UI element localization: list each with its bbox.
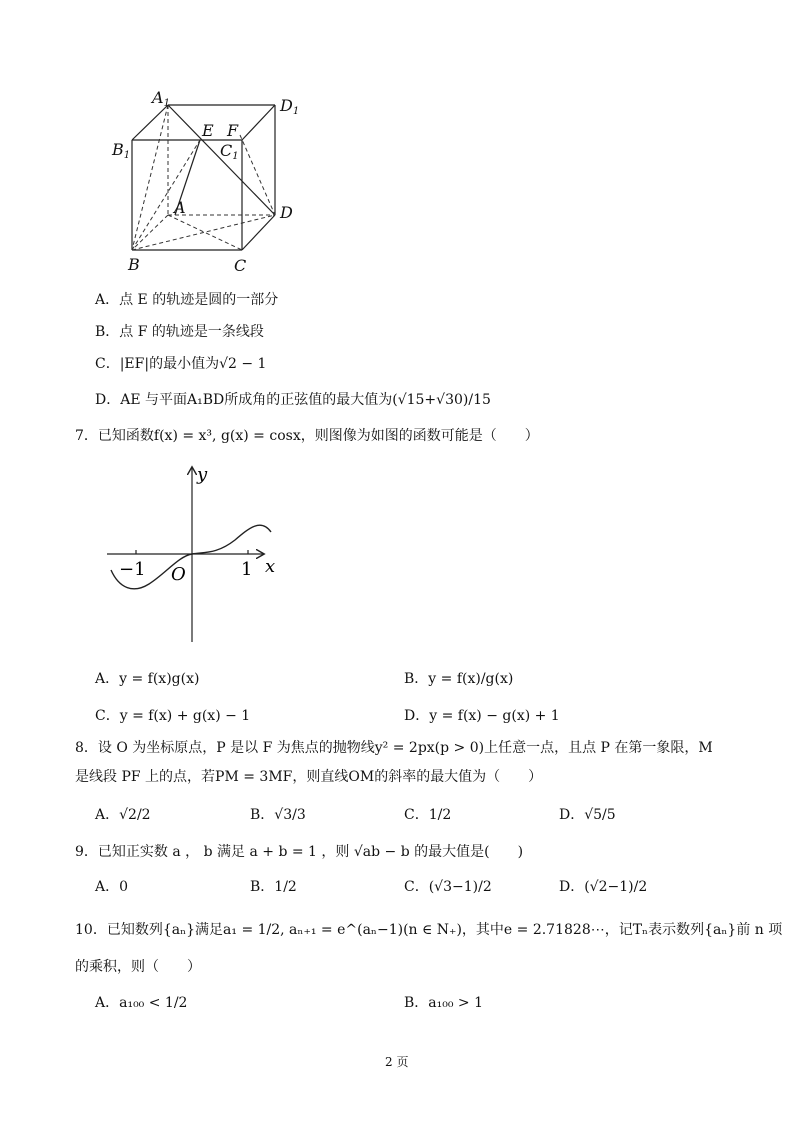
q9-option-b: B．1/2 xyxy=(250,879,297,895)
q10-option-a: A．a₁₀₀ < 1/2 xyxy=(95,995,188,1011)
q8-option-d: D．√5/5 xyxy=(559,807,616,823)
line-fd-hidden xyxy=(240,135,275,215)
x-axis-label: x xyxy=(265,556,276,577)
edge-cd xyxy=(242,215,275,250)
label-a1: A1 xyxy=(152,88,170,109)
q7-option-d: D．y = f(x) − g(x) + 1 xyxy=(404,708,560,724)
tick-label-pos-one: 1 xyxy=(241,559,253,580)
q8-option-c: C．1/2 xyxy=(404,807,452,823)
label-c: C xyxy=(234,256,247,275)
q6-option-a: A．点 E 的轨迹是圆的一部分 xyxy=(95,292,279,308)
q7-option-b: B．y = f(x)/g(x) xyxy=(404,671,514,687)
q8-stem-line1: 8．设 O 为坐标原点，P 是以 F 为焦点的抛物线y² = 2px(p > 0)上任意一点，且点 P 在第一象限，M xyxy=(75,740,713,756)
line-a1b-hidden xyxy=(132,105,168,250)
tick-label-neg-one: −1 xyxy=(119,559,146,580)
label-a: A xyxy=(174,198,186,217)
q7-option-c: C．y = f(x) + g(x) − 1 xyxy=(95,708,251,724)
q9-option-c: C．(√3−1)/2 xyxy=(404,879,492,895)
q7-option-a: A．y = f(x)g(x) xyxy=(95,671,200,687)
origin-label: O xyxy=(171,564,186,585)
q8-stem-line2: 是线段 PF 上的点，若PM = 3MF，则直线OM的斜率的最大值为（ ） xyxy=(75,769,543,785)
edge-d1c1 xyxy=(242,105,275,140)
label-d1: D1 xyxy=(280,96,300,117)
q6-option-d: D．AE 与平面A₁BD所成角的正弦值的最大值为(√15+√30)/15 xyxy=(95,392,491,408)
line-be-hidden xyxy=(132,140,200,250)
edge-a1b1 xyxy=(132,105,168,140)
q9-option-d: D．(√2−1)/2 xyxy=(559,879,648,895)
edge-ab-hidden xyxy=(132,215,168,250)
label-f: F xyxy=(227,121,239,140)
label-e: E xyxy=(202,121,214,140)
label-d: D xyxy=(280,203,293,222)
page-number: 2 页 xyxy=(385,1055,409,1069)
q7-stem: 7．已知函数f(x) = x³, g(x) = cosx，则图像为如图的函数可能是（ ） xyxy=(75,428,539,444)
q9-option-a: A．0 xyxy=(95,879,129,895)
q8-option-b: B．√3/3 xyxy=(250,807,306,823)
label-c1: C1 xyxy=(220,141,239,162)
q10-stem-line2: 的乘积，则（ ） xyxy=(75,959,201,975)
q9-stem: 9．已知正实数 a ， b 满足 a + b = 1 ，则 √ab − b 的最大值是( ) xyxy=(75,844,524,860)
line-bd-hidden xyxy=(132,215,275,250)
q7-graph xyxy=(105,460,285,645)
q8-option-a: A．√2/2 xyxy=(95,807,151,823)
label-b: B xyxy=(128,255,140,274)
q6-option-b: B．点 F 的轨迹是一条线段 xyxy=(95,324,264,340)
cube-figure xyxy=(100,85,330,280)
y-axis-label: y xyxy=(197,464,208,485)
label-b1: B1 xyxy=(112,140,131,161)
q10-stem-line1: 10．已知数列{aₙ}满足a₁ = 1/2, aₙ₊₁ = e^(aₙ−1)(n ∈ N₊)，其中e = 2.71828⋯，记Tₙ表示数列{aₙ}前 n 项 xyxy=(75,922,783,938)
q6-option-c: C．|EF|的最小值为√2 − 1 xyxy=(95,356,267,372)
q10-option-b: B．a₁₀₀ > 1 xyxy=(404,995,484,1011)
line-ac-hidden xyxy=(168,215,242,250)
